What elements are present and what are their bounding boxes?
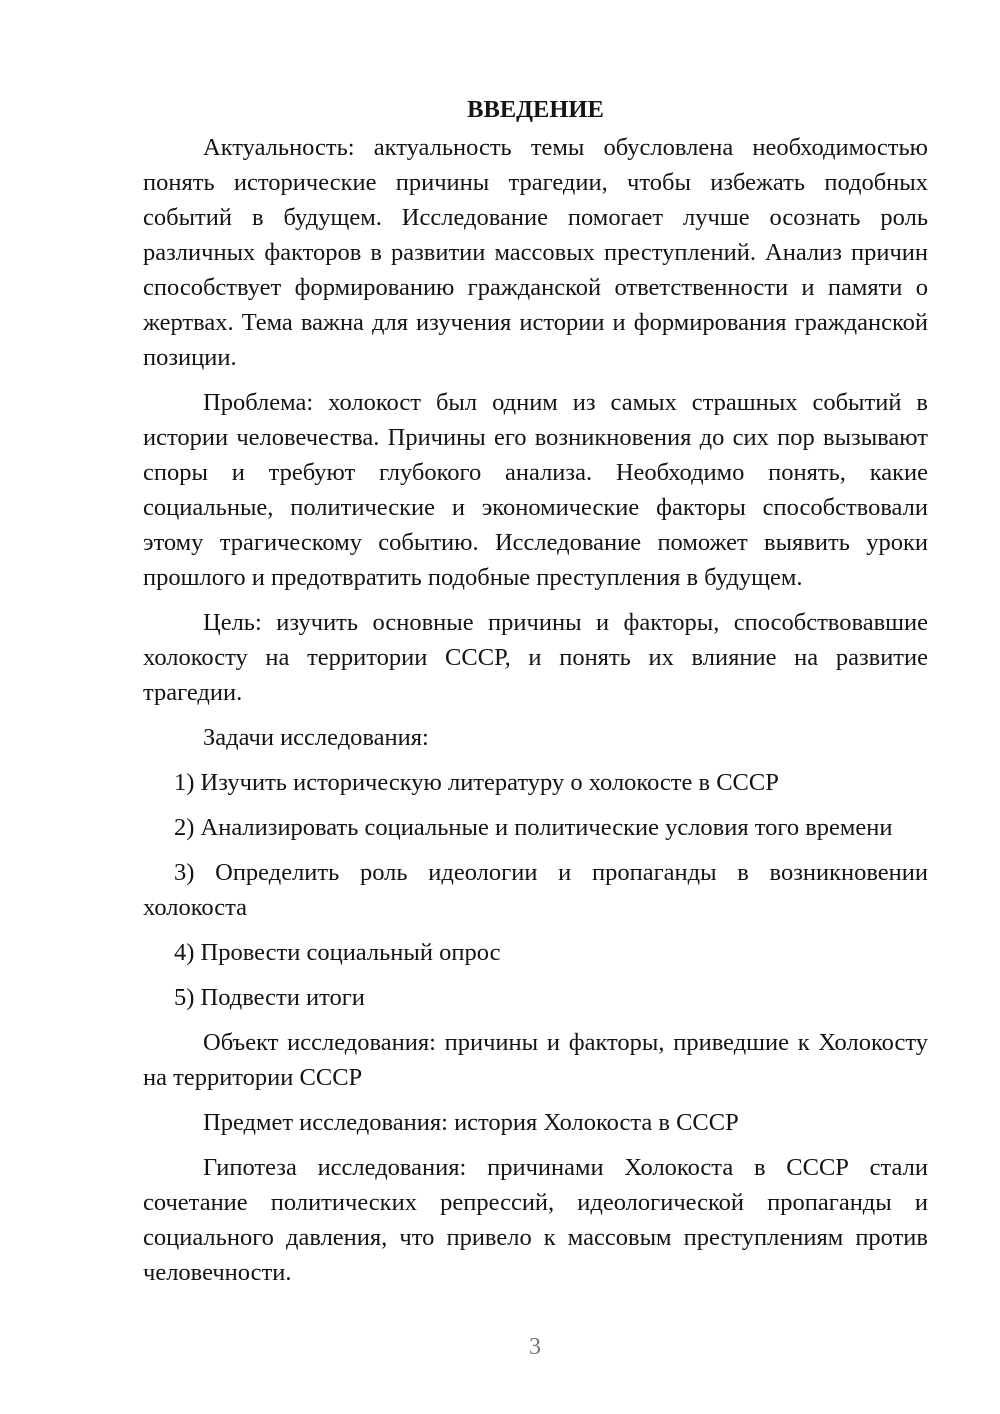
task-item: 4) Провести социальный опрос bbox=[174, 939, 501, 966]
relevance-paragraph: Актуальность: актуальность темы обусловлена необходимостью понять исторические причины трагедии, чтобы избежать подобных событий в будущем. Исследование помогает лучше осознать роль различных факторов в развитии массовых преступлений. Анализ причин способствует формированию гражданской ответственности и памяти о жертвах. Тема важна для изучения истории и формирования гражданской позиции. bbox=[143, 134, 928, 371]
page-title: ВВЕДЕНИЕ bbox=[467, 96, 604, 123]
task-item: 3) Определить роль идеологии и пропаганды в возникновении холокоста bbox=[143, 859, 928, 921]
subject-paragraph: Предмет исследования: история Холокоста в СССР bbox=[203, 1109, 739, 1136]
tasks-title: Задачи исследования: bbox=[203, 724, 429, 751]
page-content bbox=[143, 92, 928, 1290]
hypothesis-paragraph: Гипотеза исследования: причинами Холокоста в СССР стали сочетание политических репрессий, идеологической пропаганды и социального давления, что привело к массовым преступлениям против человечности. bbox=[143, 1154, 928, 1286]
task-item: 1) Изучить историческую литературу о холокосте в СССР bbox=[174, 769, 779, 796]
tasks-list bbox=[143, 765, 928, 1015]
page-number: 3 bbox=[529, 1334, 541, 1360]
goal-paragraph: Цель: изучить основные причины и факторы, способствовавшие холокосту на территории СССР, и понять их влияние на развитие трагедии. bbox=[143, 609, 928, 706]
problem-paragraph: Проблема: холокост был одним из самых страшных событий в истории человечества. Причины его возникновения до сих пор вызывают споры и требуют глубокого анализа. Необходимо понять, какие социальные, политические и экономические факторы способствовали этому трагическому событию. Исследование поможет выявить уроки прошлого и предотвратить подобные преступления в будущем. bbox=[143, 389, 928, 591]
task-item: 2) Анализировать социальные и политические условия того времени bbox=[174, 814, 893, 841]
task-item: 5) Подвести итоги bbox=[174, 984, 365, 1011]
object-paragraph: Объект исследования: причины и факторы, приведшие к Холокосту на территории СССР bbox=[143, 1029, 928, 1091]
